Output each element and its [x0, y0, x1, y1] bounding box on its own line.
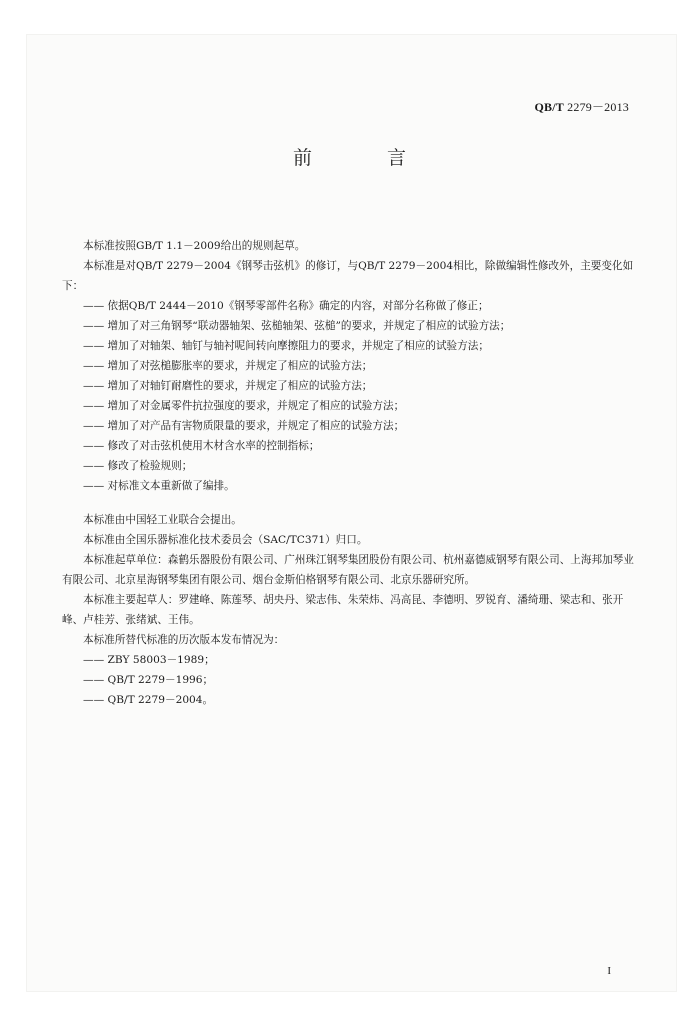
list-item: —— ZBY 58003－1989；	[83, 654, 215, 666]
section-gap	[62, 496, 637, 510]
list-item: —— 增加了对轴架、轴钉与轴衬呢间转向摩擦阻力的要求，并规定了相应的试验方法；	[83, 340, 489, 352]
list-item: —— 增加了对三角钢琴“联动器轴架、弦槌轴架、弦槌”的要求，并规定了相应的试验方法；	[83, 320, 511, 332]
list-item: —— 增加了对轴钉耐磨性的要求，并规定了相应的试验方法；	[83, 380, 373, 392]
page-number: I	[607, 965, 611, 977]
page-title: 前 言	[292, 147, 434, 169]
drafters-paragraph: 本标准主要起草人：罗建峰、陈莲琴、胡央丹、梁志伟、朱荣炜、冯高昆、李德明、罗锐育、潘绮珊、梁志和、张开峰、卢桂芳、张绪斌、王伟。	[62, 594, 624, 626]
standard-code-prefix: QB/T	[534, 100, 564, 114]
standard-code-number: 2279－2013	[563, 100, 629, 114]
history-intro-paragraph: 本标准所替代标准的历次版本发布情况为：	[83, 634, 285, 646]
list-item: —— 增加了对弦槌膨胀率的要求，并规定了相应的试验方法；	[83, 360, 373, 372]
list-item: —— 增加了对产品有害物质限量的要求，并规定了相应的试验方法；	[83, 420, 405, 432]
changes-list	[62, 296, 637, 496]
intro-paragraph: 本标准按照GB/T 1.1－2009给出的规则起草。	[83, 240, 306, 252]
list-item: —— 修改了对击弦机使用木材含水率的控制指标；	[83, 440, 320, 452]
intro-paragraph: 本标准是对QB/T 2279－2004《钢琴击弦机》的修订，与QB/T 2279－2004相比，除做编辑性修改外，主要变化如下：	[62, 260, 634, 292]
list-item: —— 对标准文本重新做了编排。	[83, 480, 235, 492]
standard-code	[535, 98, 630, 115]
foreword-body	[62, 236, 637, 710]
drafting-units-paragraph: 本标准起草单位：森鹤乐器股份有限公司、广州珠江钢琴集团股份有限公司、杭州嘉德威钢琴有限公司、上海邦加琴业有限公司、北京星海钢琴集团有限公司、烟台金斯伯格钢琴有限公司、北京乐器研究所。	[62, 554, 634, 586]
proposer-paragraph: 本标准由中国轻工业联合会提出。	[83, 514, 242, 526]
list-item: —— 依据QB/T 2444－2010《钢琴零部件名称》确定的内容，对部分名称做了修正；	[83, 300, 489, 312]
committee-paragraph: 本标准由全国乐器标准化技术委员会（SAC/TC371）归口。	[83, 534, 368, 546]
list-item: —— 增加了对金属零件抗拉强度的要求，并规定了相应的试验方法；	[83, 400, 405, 412]
history-list	[62, 650, 637, 710]
list-item: —— QB/T 2279－1996；	[83, 674, 214, 686]
list-item: —— 修改了检验规则；	[83, 460, 193, 472]
list-item: —— QB/T 2279－2004。	[83, 694, 214, 706]
